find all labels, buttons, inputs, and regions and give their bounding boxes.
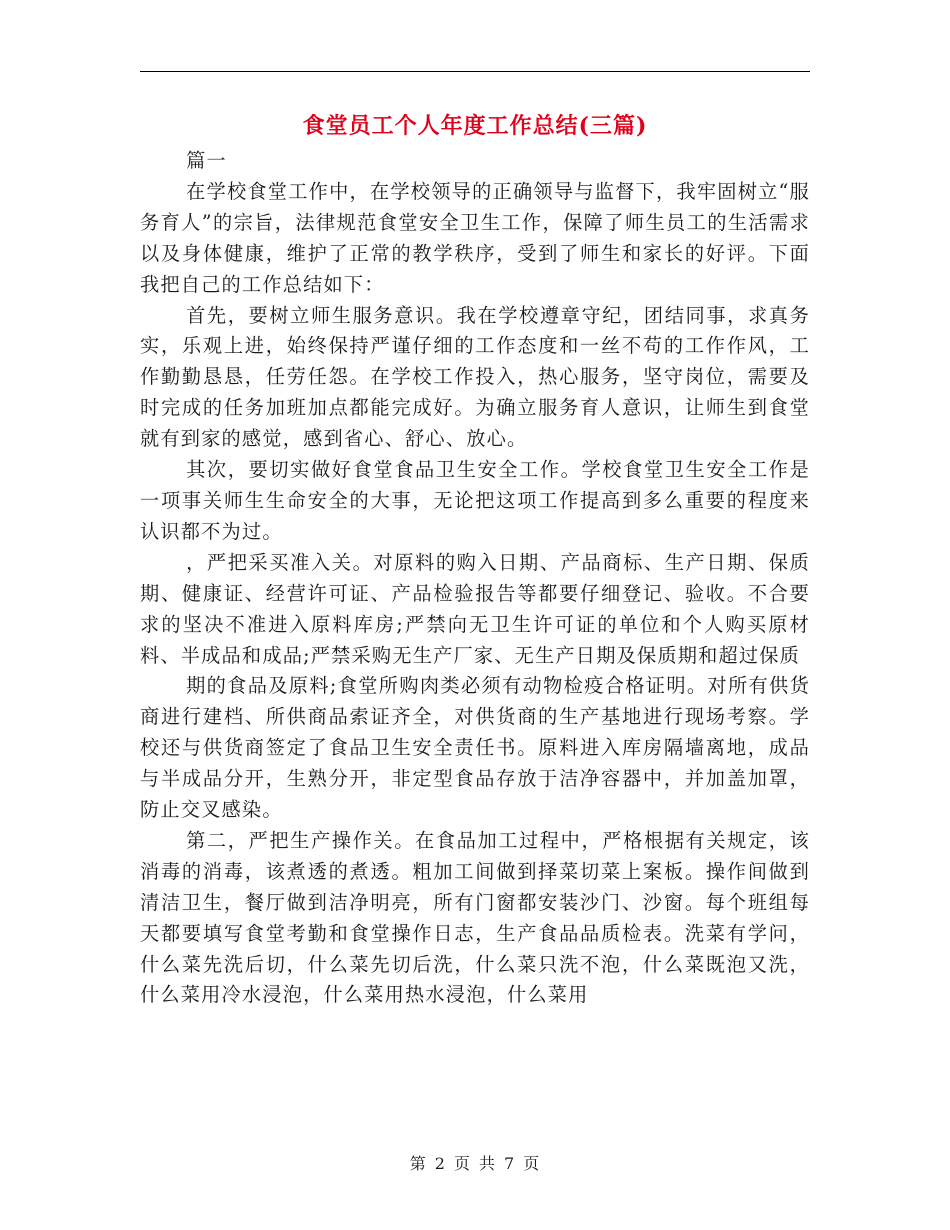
paragraph-1: 在学校食堂工作中，在学校领导的正确领导与监督下，我牢固树立“服务育人”的宗旨，法律规范食堂安全卫生工作，保障了师生员工的生活需求以及身体健康，维护了正常的教学秩序，受到了师生和家长的好评。下面我把自己的工作总结如下： — [140, 179, 810, 296]
header-rule — [140, 71, 810, 72]
paragraph-6: 第二，严把生产操作关。在食品加工过程中，严格根据有关规定，该消毒的消毒，该煮透的煮透。粗加工间做到择菜切菜上案板。操作间做到清洁卫生，餐厅做到洁净明亮，所有门窗都安装沙门、沙窗。每个班组每天都要填写食堂考勤和食堂操作日志，生产食品品质检表。洗菜有学问，什么菜先洗后切，什么菜先切后洗，什么菜只洗不泡，什么菜既泡又洗，什么菜用冷水浸泡，什么菜用热水浸泡，什么菜用 — [140, 828, 810, 1007]
footer-current-page: 2 — [434, 1154, 446, 1173]
footer-page-word: 页 — [453, 1154, 471, 1173]
footer-total-pages: 7 — [504, 1154, 516, 1173]
paragraph-2: 首先，要树立师生服务意识。我在学校遵章守纪，团结同事，求真务实，乐观上进，始终保持严谨仔细的工作态度和一丝不苟的工作作风，工作勤勤恳恳，任劳任怨。在学校工作投入，热心服务，坚守岗位，需要及时完成的任务加班加点都能完成好。为确立服务育人意识，让师生到食堂就有到家的感觉，感到省心、舒心、放心。 — [140, 303, 810, 451]
document-title: 食堂员工个人年度工作总结(三篇) — [302, 113, 648, 139]
footer-total-word: 共 — [479, 1154, 497, 1173]
paragraph-3: 其次，要切实做好食堂食品卫生安全工作。学校食堂卫生安全工作是一项事关师生生命安全的大事，无论把这项工作提高到多么重要的程度来认识都不为过。 — [140, 458, 810, 543]
paragraph-5: 期的食品及原料;食堂所购肉类必须有动物检疫合格证明。对所有供货商进行建档、所供商品索证齐全，对供货商的生产基地进行现场考察。学校还与供货商签定了食品卫生安全责任书。原料进入库房隔墙离地，成品与半成品分开，生熟分开，非定型食品存放于洁净容器中，并加盖加罩，防止交叉感染。 — [140, 674, 810, 822]
page-footer — [0, 1152, 950, 1176]
document-body — [140, 146, 810, 1011]
section-heading: 篇一 — [186, 149, 227, 172]
footer-suffix: 页 — [523, 1154, 541, 1173]
footer-prefix: 第 — [409, 1154, 427, 1173]
paragraph-4: ，严把采买准入关。对原料的购入日期、产品商标、生产日期、保质期、健康证、经营许可证、产品检验报告等都要仔细登记、验收。不合要求的坚决不准进入原料库房;严禁向无卫生许可证的单位和个人购买原材料、半成品和成品;严禁采购无生产厂家、无生产日期及保质期和超过保质 — [140, 550, 810, 667]
